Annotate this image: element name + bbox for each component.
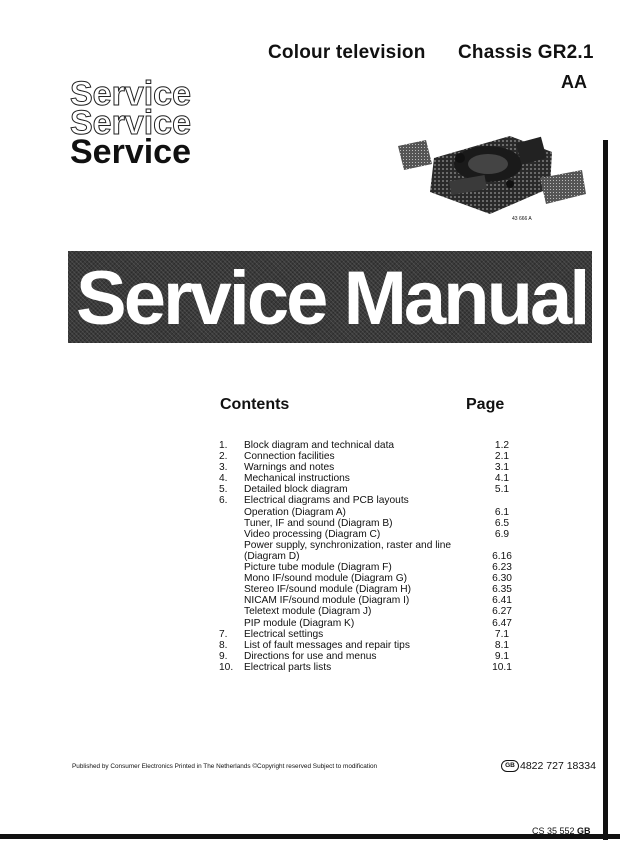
contents-row xyxy=(219,651,509,662)
contents-row-title: Connection facilities xyxy=(244,451,335,463)
contents-row xyxy=(219,584,512,596)
page-edge-rule-bottom xyxy=(0,834,620,839)
language-badge: GB xyxy=(501,760,519,772)
contents-row xyxy=(219,550,512,562)
contents-row xyxy=(219,540,509,551)
chassis-variant: AA xyxy=(561,72,587,92)
contents-row xyxy=(219,529,509,540)
contents-row xyxy=(219,495,509,506)
contents-row-title: Electrical parts lists xyxy=(244,661,332,673)
photo-reference-label: 43 666 A xyxy=(512,216,532,222)
contents-row-number: 6. xyxy=(219,495,228,507)
page-heading: Page xyxy=(466,396,505,413)
contents-row-page: 7.1 xyxy=(494,628,510,640)
contents-row xyxy=(219,617,512,629)
contents-row-page: 9.1 xyxy=(494,650,510,662)
contents-row-number: 9. xyxy=(219,650,228,662)
contents-row-title: Operation (Diagram A) xyxy=(244,506,346,518)
contents-heading: Contents xyxy=(220,396,290,413)
contents-row-page: 6.5 xyxy=(494,517,510,529)
contents-row xyxy=(219,562,512,574)
contents-row-title: Electrical settings xyxy=(244,628,324,640)
contents-row-page: 5.1 xyxy=(494,484,510,496)
contents-row-title: Directions for use and menus xyxy=(244,650,377,662)
publisher-line: Published by Consumer Electronics Printed in The Netherlands ©Copyright reserved Subject to modification xyxy=(72,763,378,770)
service-manual-banner xyxy=(68,251,592,343)
contents-row-title: (Diagram D) xyxy=(244,550,300,562)
contents-row-page: 6.1 xyxy=(494,506,510,518)
contents-row-page: 3.1 xyxy=(494,462,510,474)
contents-row xyxy=(219,640,509,651)
contents-row xyxy=(219,451,509,462)
contents-row-page: 6.30 xyxy=(492,573,512,585)
contents-row-page: 8.1 xyxy=(494,639,510,651)
contents-row xyxy=(219,661,512,673)
contents-row-number: 10. xyxy=(219,661,234,673)
contents-row xyxy=(219,473,509,484)
contents-row-page: 4.1 xyxy=(494,473,510,485)
contents-row-number: 3. xyxy=(219,462,228,474)
service-logo-outline-1: Service xyxy=(70,75,191,113)
contents-row-title: Mono IF/sound module (Diagram G) xyxy=(244,573,408,585)
contents-row-title: Tuner, IF and sound (Diagram B) xyxy=(244,517,393,529)
contents-row-title: Warnings and notes xyxy=(244,462,335,474)
page-edge-rule-right xyxy=(603,140,608,840)
contents-row-title: Picture tube module (Diagram F) xyxy=(244,562,392,574)
contents-row-page: 2.1 xyxy=(494,451,510,463)
contents-list xyxy=(219,440,512,673)
contents-row xyxy=(219,595,512,607)
contents-row-title: NICAM IF/sound module (Diagram I) xyxy=(244,595,410,607)
contents-row-title: Stereo IF/sound module (Diagram H) xyxy=(244,584,412,596)
contents-row-title: Detailed block diagram xyxy=(244,484,348,496)
contents-row-title: List of fault messages and repair tips xyxy=(244,639,410,651)
contents-row xyxy=(219,629,509,640)
contents-row-page: 6.27 xyxy=(492,606,512,618)
contents-row-title: Block diagram and technical data xyxy=(244,440,395,451)
contents-row-title: Electrical diagrams and PCB layouts xyxy=(244,495,409,507)
contents-row-page: 6.41 xyxy=(492,595,512,607)
contents-row-number: 4. xyxy=(219,473,228,485)
contents-row-number: 2. xyxy=(219,451,228,463)
contents-row xyxy=(219,573,512,585)
contents-row-page: 6.47 xyxy=(492,617,512,629)
contents-row-number: 7. xyxy=(219,628,228,640)
contents-row-title: Mechanical instructions xyxy=(244,473,350,485)
cs-code-number: CS 35 552 xyxy=(532,826,575,836)
contents-row-page: 6.16 xyxy=(492,550,512,562)
contents-row-number: 5. xyxy=(219,484,228,496)
service-logo-solid: Service xyxy=(70,133,191,171)
contents-row-number: 8. xyxy=(219,639,228,651)
contents-row xyxy=(219,440,509,451)
contents-row-page: 10.1 xyxy=(492,661,512,673)
cs-code-language: GB xyxy=(577,826,591,836)
contents-row xyxy=(219,462,509,473)
chassis-title: Chassis GR2.1 xyxy=(458,42,594,63)
contents-row-page: 6.9 xyxy=(494,528,510,540)
order-number: 4822 727 18334 xyxy=(520,760,596,772)
contents-row-page: 1.2 xyxy=(494,440,510,451)
contents-row xyxy=(219,507,509,518)
service-logo-outline-2: Service xyxy=(70,104,191,142)
contents-row-page: 6.35 xyxy=(492,584,512,596)
contents-row-page: 6.23 xyxy=(492,562,512,574)
contents-row-number: 1. xyxy=(219,440,228,451)
contents-row xyxy=(219,518,509,529)
cs-code xyxy=(532,826,591,836)
contents-row-title: Power supply, synchronization, raster and line xyxy=(244,539,452,551)
contents-row-title: Teletext module (Diagram J) xyxy=(244,606,372,618)
contents-row xyxy=(219,484,509,495)
banner-title: Service Manual xyxy=(76,256,588,341)
chassis-photo xyxy=(390,128,590,228)
contents-row xyxy=(219,606,512,618)
contents-row-title: PIP module (Diagram K) xyxy=(244,617,355,629)
contents-row-title: Video processing (Diagram C) xyxy=(244,528,381,540)
product-title: Colour television xyxy=(268,42,426,63)
